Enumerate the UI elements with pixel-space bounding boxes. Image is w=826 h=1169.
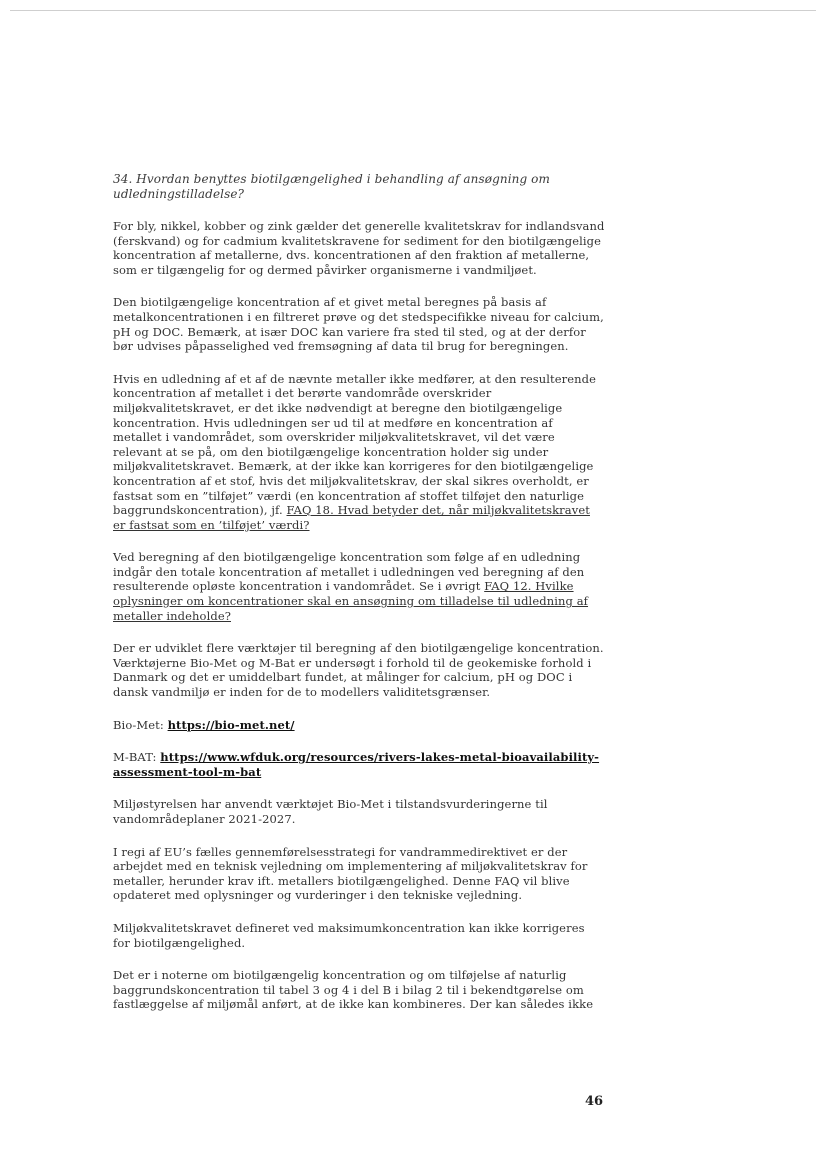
paragraph-4 xyxy=(113,550,605,623)
paragraph-5: Der er udviklet flere værktøjer til beregning af den biotilgængelige koncentration. Værktøjerne Bio-Met og M-Bat er undersøgt i forhold til de geokemiske forhold i Danmark og det er umiddelbart fundet, at målinger for calcium, pH og DOC i dansk vandmiljø er inden for de to modellers validitetsgrænser. xyxy=(113,641,604,700)
paragraph-1: For bly, nikkel, kobber og zink gælder det generelle kvalitetskrav for indlandsvand (ferskvand) og for cadmium kvalitetskravene for sediment for den biotilgængelige koncentration af metallerne, dvs. koncentrationen af den fraktion af metallerne, som er tilgængelig for og dermed påvirker organismerne i vandmiljøet. xyxy=(113,219,605,277)
paragraph-4-text: Ved beregning af den biotilgængelige koncentration som følge af en udledning indgår den totale koncentration af metallet i udledningen ved beregning af den resulterende opløste koncentration i vandområdet. Se i øvrigt xyxy=(113,550,585,594)
mbat-line xyxy=(113,750,605,779)
faq18-link[interactable]: FAQ 18. Hvad betyder det, når miljøkvalitetskravet er fastsat som en ’tilføjet’ værdi? xyxy=(113,503,590,532)
paragraph-8: Miljøkvalitetskravet defineret ved maksimumkoncentration kan ikke korrigeres for biotilgængelighed. xyxy=(113,920,585,950)
mbat-label: M-BAT: xyxy=(113,750,161,765)
biomet-link[interactable]: https://bio-met.net/ xyxy=(167,717,295,732)
page-number: 46 xyxy=(585,1094,604,1109)
biomet-line xyxy=(113,718,605,733)
faq12-link[interactable]: FAQ 12. Hvilke oplysninger om koncentrationer skal en ansøgning om tilladelse til udledning af metaller indeholde? xyxy=(113,579,589,623)
paragraph-3-text: Hvis en udledning af et af de nævnte metaller ikke medfører, at den resulterende koncentration af metallet i det berørte vandområde overskrider miljøkvalitetskravet, er det ikke nødvendigt at beregne den biotilgængelige koncentration. Hvis udledningen ser ud til at medføre en koncentration af metallet i vandområdet, som overskrider miljøkvalitetskravet, vil det være relevant at se på, om den biotilgængelige koncentration holder sig under miljøkvalitetskravet. Bemærk, at der ikke kan korrigeres for den biotilgængelige koncentration af et stof, hvis det miljøkvalitetskrav, der skal sikres overholdt, er fastsat som en ”tilføjet” værdi (en koncentration af stoffet tilføjet den naturlige baggrundskoncentration), jf. xyxy=(113,371,597,518)
paragraph-3 xyxy=(113,372,605,533)
paragraph-9: Det er i noterne om biotilgængelig koncentration og om tilføjelse af naturlig baggrundskoncentration til tabel 3 og 4 i del B i bilag 2 til i bekendtgørelse om fastlæggelse af miljømål anført, at de ikke kan kombineres. Der kan således ikke xyxy=(113,968,594,1012)
biomet-label: Bio-Met: xyxy=(113,717,168,732)
paragraph-7: I regi af EU’s fælles gennemførelsesstrategi for vandrammedirektivet er der arbejdet med en teknisk vejledning om implementering af miljøkvalitetskrav for metaller, herunder krav ift. metallers biotilgængelighed. Denne FAQ vil blive opdateret med oplysninger og vurderinger i den tekniske vejledning. xyxy=(113,844,588,903)
page-content xyxy=(113,172,605,1030)
paragraph-2: Den biotilgængelige koncentration af et givet metal beregnes på basis af metalkoncentrationen i en filtreret prøve og det stedspecifikke niveau for calcium, pH og DOC. Bemærk, at især DOC kan variere fra sted til sted, og at der derfor bør udvises påpasselighed ved fremsøgning af data til brug for beregningen. xyxy=(113,295,604,354)
page-top-border xyxy=(10,10,816,11)
faq-heading: 34. Hvordan benyttes biotilgængelighed i behandling af ansøgning om udledningstilladelse? xyxy=(113,172,550,201)
paragraph-6: Miljøstyrelsen har anvendt værktøjet Bio-Met i tilstandsvurderingerne til vandområdeplaner 2021-2027. xyxy=(113,797,548,826)
mbat-link[interactable]: https://www.wfduk.org/resources/rivers-lakes-metal-bioavailability-assessment-tool-m-bat xyxy=(113,750,600,779)
